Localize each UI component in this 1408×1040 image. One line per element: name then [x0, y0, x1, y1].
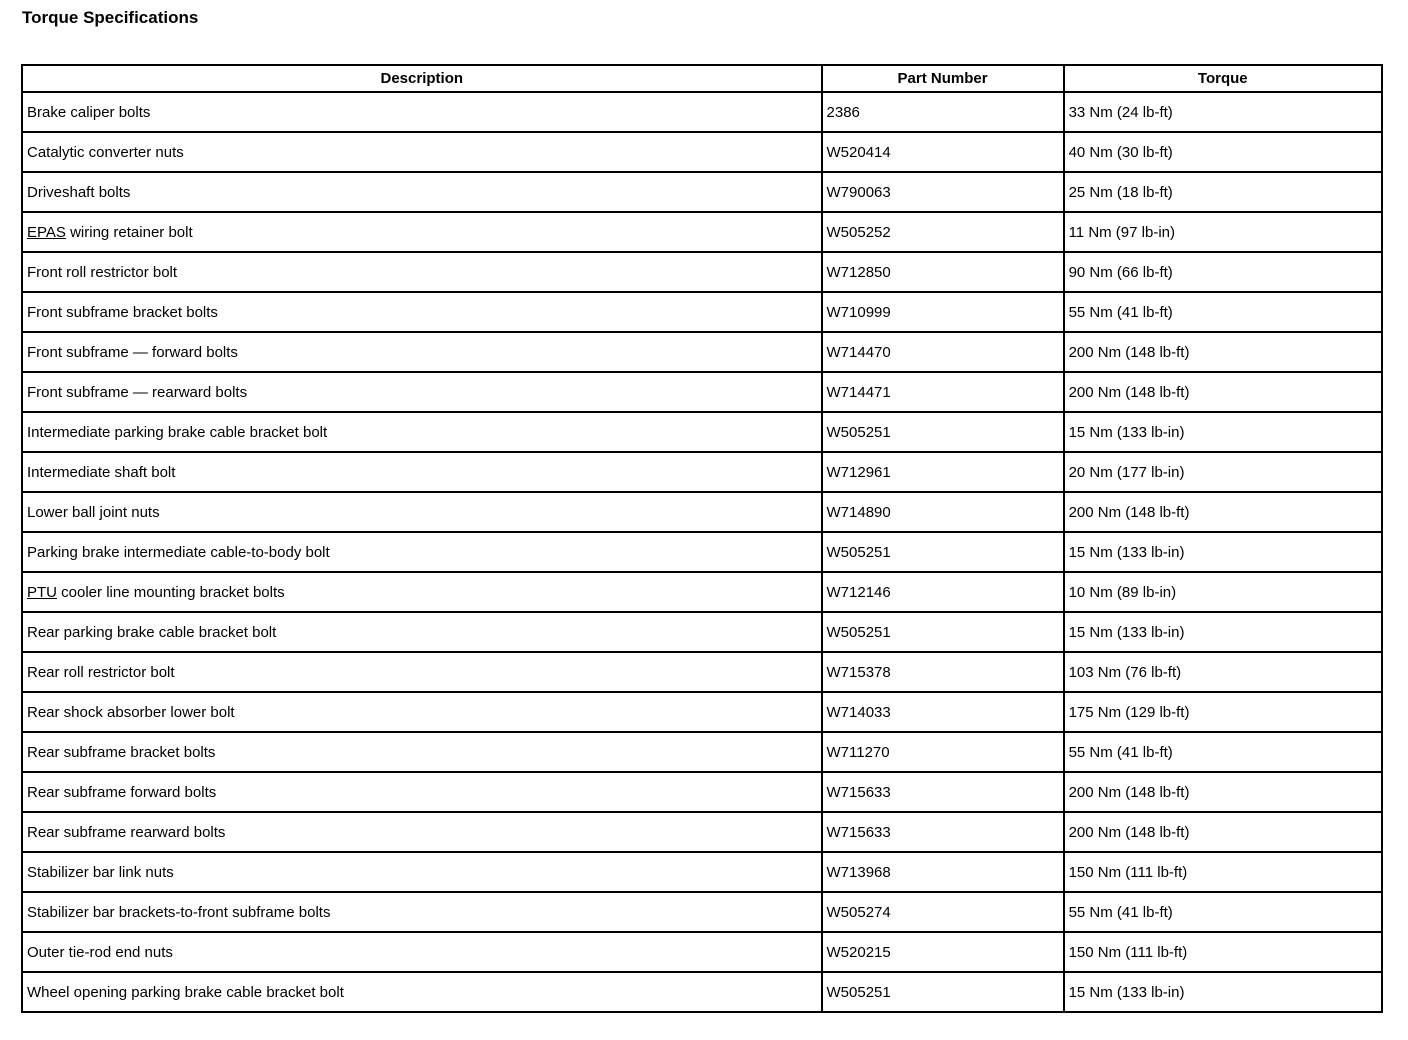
cell-part-number: W711270: [822, 732, 1064, 772]
cell-part-number: W505252: [822, 212, 1064, 252]
cell-torque: 55 Nm (41 lb-ft): [1064, 732, 1382, 772]
description-text: Stabilizer bar brackets-to-front subframe bolts: [27, 903, 331, 921]
table-row: [22, 252, 1382, 292]
table-header-row: [22, 65, 1382, 92]
cell-torque: 25 Nm (18 lb-ft): [1064, 172, 1382, 212]
cell-description: [22, 412, 822, 452]
description-text: Front roll restrictor bolt: [27, 263, 178, 281]
abbreviation-link[interactable]: PTU: [27, 583, 57, 601]
cell-torque: 40 Nm (30 lb-ft): [1064, 132, 1382, 172]
cell-description: [22, 292, 822, 332]
cell-torque: 200 Nm (148 lb-ft): [1064, 492, 1382, 532]
table-row: [22, 572, 1382, 612]
cell-part-number: W715378: [822, 652, 1064, 692]
cell-description: [22, 892, 822, 932]
cell-torque: 200 Nm (148 lb-ft): [1064, 332, 1382, 372]
description-text: Front subframe bracket bolts: [27, 303, 218, 321]
cell-description: [22, 372, 822, 412]
description-text: Driveshaft bolts: [27, 183, 131, 201]
table-row: [22, 172, 1382, 212]
cell-description: [22, 852, 822, 892]
cell-torque: 200 Nm (148 lb-ft): [1064, 372, 1382, 412]
cell-description: [22, 572, 822, 612]
cell-description: [22, 612, 822, 652]
header-torque: Torque: [1064, 65, 1382, 92]
cell-description: [22, 972, 822, 1012]
cell-part-number: W505251: [822, 612, 1064, 652]
cell-part-number: W790063: [822, 172, 1064, 212]
description-text: Front subframe — rearward bolts: [27, 383, 248, 401]
description-text: Outer tie-rod end nuts: [27, 943, 173, 961]
cell-description: [22, 132, 822, 172]
cell-torque: 175 Nm (129 lb-ft): [1064, 692, 1382, 732]
cell-part-number: W712146: [822, 572, 1064, 612]
table-row: [22, 372, 1382, 412]
table-row: [22, 652, 1382, 692]
description-text: Rear subframe forward bolts: [27, 783, 217, 801]
table-row: [22, 892, 1382, 932]
table-row: [22, 452, 1382, 492]
header-part-number: Part Number: [822, 65, 1064, 92]
description-text: Lower ball joint nuts: [27, 503, 160, 521]
table-row: [22, 932, 1382, 972]
description-text: Rear subframe rearward bolts: [27, 823, 226, 841]
page-title: Torque Specifications: [22, 8, 199, 27]
cell-part-number: W714470: [822, 332, 1064, 372]
cell-part-number: W710999: [822, 292, 1064, 332]
cell-torque: 55 Nm (41 lb-ft): [1064, 292, 1382, 332]
description-text: cooler line mounting bracket bolts: [57, 583, 285, 601]
cell-description: [22, 692, 822, 732]
table-row: [22, 852, 1382, 892]
description-text: wiring retainer bolt: [65, 223, 193, 241]
cell-part-number: W520215: [822, 932, 1064, 972]
cell-description: [22, 92, 822, 132]
cell-description: [22, 812, 822, 852]
description-text: Parking brake intermediate cable-to-body bolt: [27, 543, 330, 561]
cell-description: [22, 772, 822, 812]
torque-specifications-table: [21, 64, 1383, 1013]
cell-torque: 150 Nm (111 lb-ft): [1064, 932, 1382, 972]
cell-description: [22, 652, 822, 692]
cell-part-number: W505251: [822, 532, 1064, 572]
table-row: [22, 212, 1382, 252]
cell-part-number: W505251: [822, 972, 1064, 1012]
cell-description: [22, 252, 822, 292]
cell-torque: 15 Nm (133 lb-in): [1064, 532, 1382, 572]
cell-part-number: W505251: [822, 412, 1064, 452]
table-row: [22, 292, 1382, 332]
cell-description: [22, 212, 822, 252]
table-row: [22, 412, 1382, 452]
table-row: [22, 972, 1382, 1012]
cell-part-number: W520414: [822, 132, 1064, 172]
cell-description: [22, 452, 822, 492]
description-text: Wheel opening parking brake cable bracket bolt: [27, 983, 344, 1001]
cell-torque: 15 Nm (133 lb-in): [1064, 612, 1382, 652]
description-text: Front subframe — forward bolts: [27, 343, 238, 361]
cell-part-number: W714471: [822, 372, 1064, 412]
header-description: Description: [22, 65, 822, 92]
cell-torque: 150 Nm (111 lb-ft): [1064, 852, 1382, 892]
cell-torque: 15 Nm (133 lb-in): [1064, 972, 1382, 1012]
description-text: Rear subframe bracket bolts: [27, 743, 216, 761]
table-row: [22, 812, 1382, 852]
cell-part-number: W712850: [822, 252, 1064, 292]
description-text: Intermediate shaft bolt: [27, 463, 176, 481]
description-text: Rear roll restrictor bolt: [27, 663, 175, 681]
cell-part-number: W505274: [822, 892, 1064, 932]
cell-torque: 10 Nm (89 lb-in): [1064, 572, 1382, 612]
table-row: [22, 92, 1382, 132]
cell-torque: 200 Nm (148 lb-ft): [1064, 772, 1382, 812]
table-row: [22, 492, 1382, 532]
cell-description: [22, 532, 822, 572]
cell-torque: 20 Nm (177 lb-in): [1064, 452, 1382, 492]
cell-torque: 90 Nm (66 lb-ft): [1064, 252, 1382, 292]
cell-part-number: W714890: [822, 492, 1064, 532]
table-row: [22, 532, 1382, 572]
cell-part-number: W712961: [822, 452, 1064, 492]
cell-description: [22, 492, 822, 532]
table-row: [22, 332, 1382, 372]
cell-torque: 33 Nm (24 lb-ft): [1064, 92, 1382, 132]
cell-part-number: W714033: [822, 692, 1064, 732]
description-text: Catalytic converter nuts: [27, 143, 184, 161]
description-text: Rear parking brake cable bracket bolt: [27, 623, 277, 641]
cell-torque: 200 Nm (148 lb-ft): [1064, 812, 1382, 852]
table-row: [22, 132, 1382, 172]
cell-part-number: W715633: [822, 772, 1064, 812]
cell-part-number: W715633: [822, 812, 1064, 852]
cell-description: [22, 172, 822, 212]
cell-part-number: 2386: [822, 92, 1064, 132]
description-text: Intermediate parking brake cable bracket bolt: [27, 423, 328, 441]
cell-torque: 15 Nm (133 lb-in): [1064, 412, 1382, 452]
cell-description: [22, 732, 822, 772]
table-row: [22, 692, 1382, 732]
description-text: Rear shock absorber lower bolt: [27, 703, 235, 721]
cell-torque: 55 Nm (41 lb-ft): [1064, 892, 1382, 932]
table-body: [22, 92, 1382, 1012]
cell-part-number: W713968: [822, 852, 1064, 892]
description-text: Brake caliper bolts: [27, 103, 151, 121]
table-row: [22, 732, 1382, 772]
cell-description: [22, 332, 822, 372]
cell-description: [22, 932, 822, 972]
description-text: Stabilizer bar link nuts: [27, 863, 174, 881]
table-row: [22, 772, 1382, 812]
cell-torque: 11 Nm (97 lb-in): [1064, 212, 1382, 252]
cell-torque: 103 Nm (76 lb-ft): [1064, 652, 1382, 692]
abbreviation-link[interactable]: EPAS: [27, 223, 66, 241]
table-row: [22, 612, 1382, 652]
